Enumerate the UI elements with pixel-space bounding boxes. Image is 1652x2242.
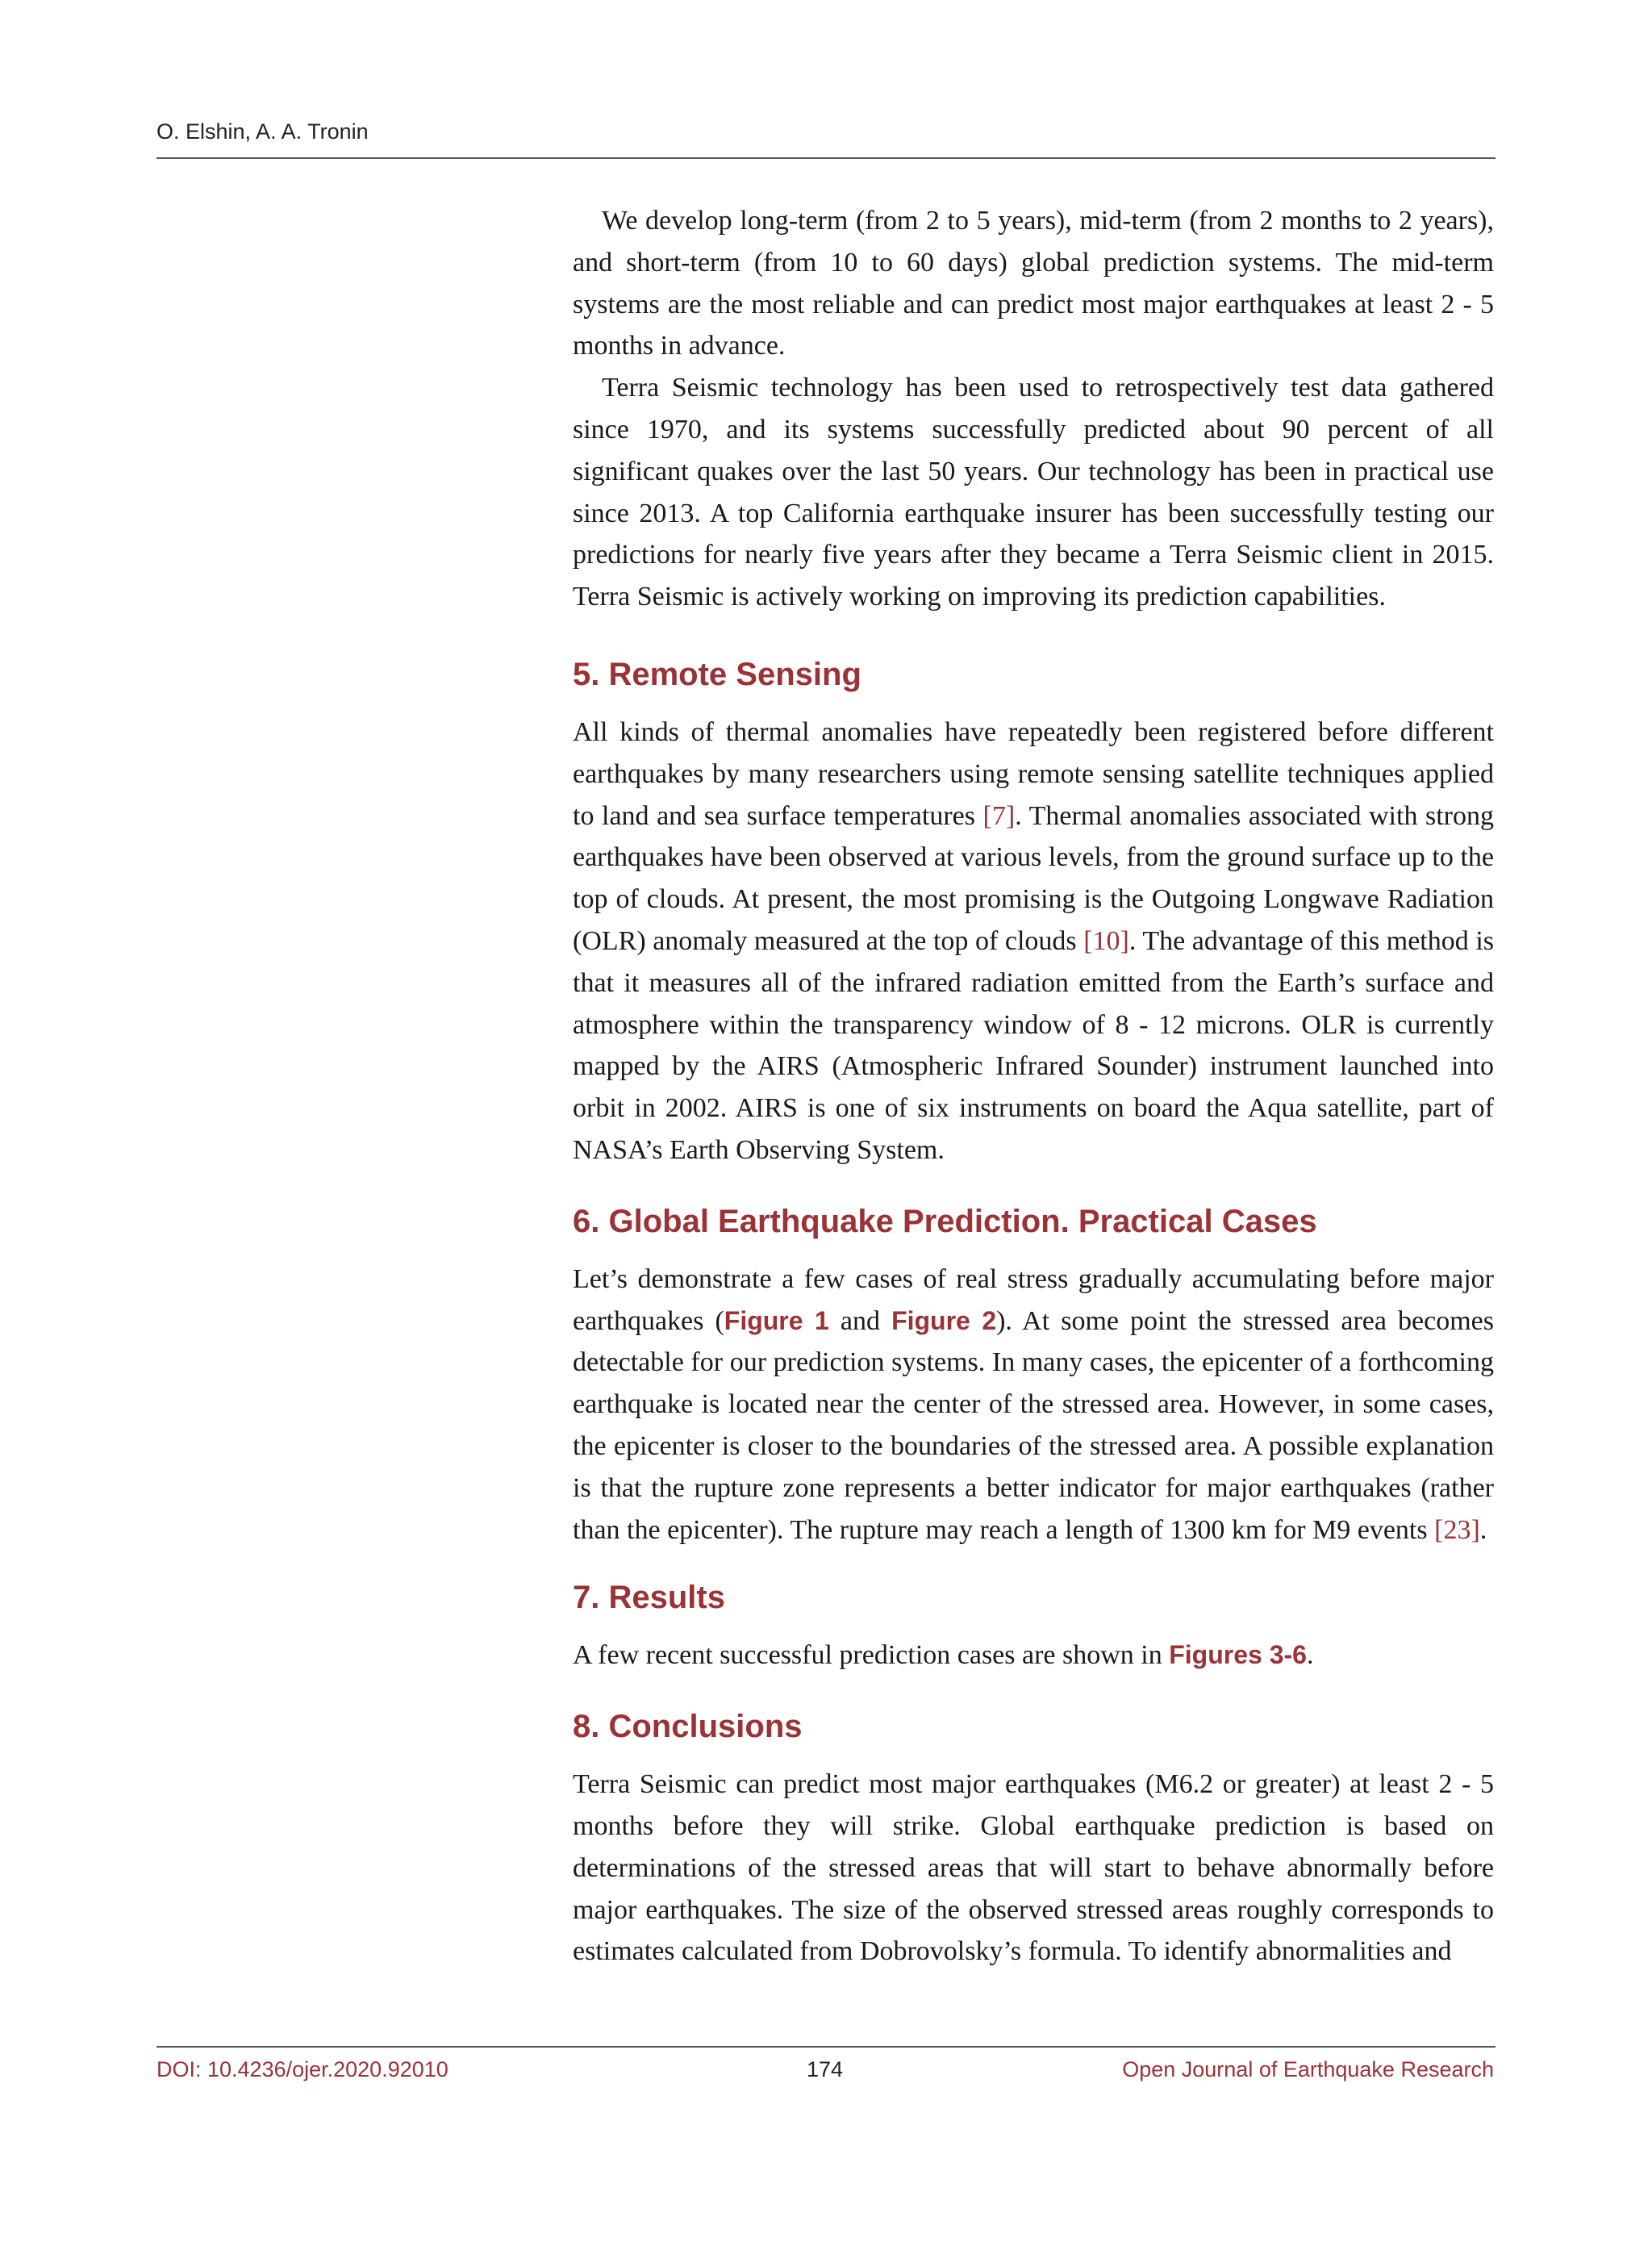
figure-link-2[interactable]: Figure 2: [891, 1305, 997, 1335]
citation-link-23[interactable]: [23]: [1434, 1514, 1480, 1545]
paragraph-conclusions: Terra Seismic can predict most major earthquakes (M6.2 or greater) at least 2 - 5 months before they will strike. Global earthquake prediction is based on determinations of the stressed areas that will start to behave abnormally before major earthquakes. The size of the observed stressed areas roughly corresponds to estimates calculated from Dobrovolsky’s formula. To identify abnormalities and: [573, 1769, 1494, 1967]
text-run: . The advantage of this method is that it measures all of the infrared radiation emitted from the Earth’s surface and atmosphere within the transparency window of 8 - 12 microns. OLR is currently mapped by the AIRS (Atmospheric Infrared Sounder) instrument launched into orbit in 2002. AIRS is one of six instruments on board the Aqua satellite, part of NASA’s Earth Observing System.: [573, 925, 1494, 1165]
section-heading-remote-sensing: 5. Remote Sensing: [573, 656, 861, 692]
section-heading-results: 7. Results: [573, 1580, 725, 1616]
paragraph-prediction-systems: We develop long-term (from 2 to 5 years), mid-term (from 2 months to 2 years), and short-term (from 10 to 60 days) global prediction systems. The mid-term systems are the most reliable and can predict most major earthquakes at least 2 - 5 months in advance.: [573, 206, 1494, 361]
section-heading-conclusions: 8. Conclusions: [573, 1709, 803, 1745]
text-run: and: [828, 1305, 892, 1336]
header-rule: [156, 157, 1496, 159]
text-run: .: [1479, 1514, 1487, 1545]
citation-link-7[interactable]: [7]: [982, 800, 1016, 831]
citation-link-10[interactable]: [10]: [1083, 925, 1129, 956]
footer-page-number: 174: [807, 2057, 844, 2081]
figure-link-3-6[interactable]: Figures 3-6: [1169, 1640, 1307, 1670]
article-body: [573, 200, 1494, 1973]
paragraph-practical-cases: [573, 1259, 1494, 1551]
footer-journal-name: Open Journal of Earthquake Research: [1122, 2057, 1494, 2081]
text-run: A few recent successful prediction cases are shown in: [573, 1640, 1170, 1671]
text-run: . Thermal anomalies associated with strong earthquakes have been observed at various levels, from the ground surface up to the top of clouds. At present, the most promising is the Outgoing Longwave Radiation (OLR) anomaly measured at the top of clouds: [573, 800, 1495, 956]
running-header-author: O. Elshin, A. A. Tronin: [156, 119, 369, 144]
paragraph-terra-seismic-technology: Terra Seismic technology has been used to retrospectively test data gathered since 1970, and its systems successfully predicted about 90 percent of all significant quakes over the last 50 years. Our technology has been in practical use since 2013. A top California earthquake insurer has been successfully testing our predictions for nearly five years after they became a Terra Seismic client in 2015. Terra Seismic is actively working on improving its prediction capabilities.: [573, 373, 1494, 612]
footer-doi-link[interactable]: DOI: 10.4236/ojer.2020.92010: [156, 2057, 448, 2081]
text-run: .: [1306, 1640, 1314, 1671]
section-heading-global-prediction: 6. Global Earthquake Prediction. Practical Cases: [573, 1203, 1317, 1239]
paragraph-results: [573, 1635, 1494, 1676]
text-run: ). At some point the stressed area becomes detectable for our prediction systems. In many cases, the epicenter of a forthcoming earthquake is located near the center of the stressed area. However, in some cases, the epicenter is closer to the boundaries of the stressed area. A possible explanation is that the rupture zone represents a better indicator for major earthquakes (rather than the epicenter). The rupture may reach a length of 1300 km for M9 events: [573, 1305, 1494, 1545]
text-run: Let’s demonstrate a few cases of real stress gradually accumulating before major earthquakes (: [573, 1263, 1494, 1336]
figure-link-1[interactable]: Figure 1: [724, 1305, 829, 1335]
footer-rule: [156, 2046, 1496, 2048]
paragraph-remote-sensing: [573, 712, 1494, 1171]
text-run: All kinds of thermal anomalies have repeatedly been registered before different earthquakes by many researchers using remote sensing satellite techniques applied to land and sea surface temperatures: [573, 716, 1494, 831]
